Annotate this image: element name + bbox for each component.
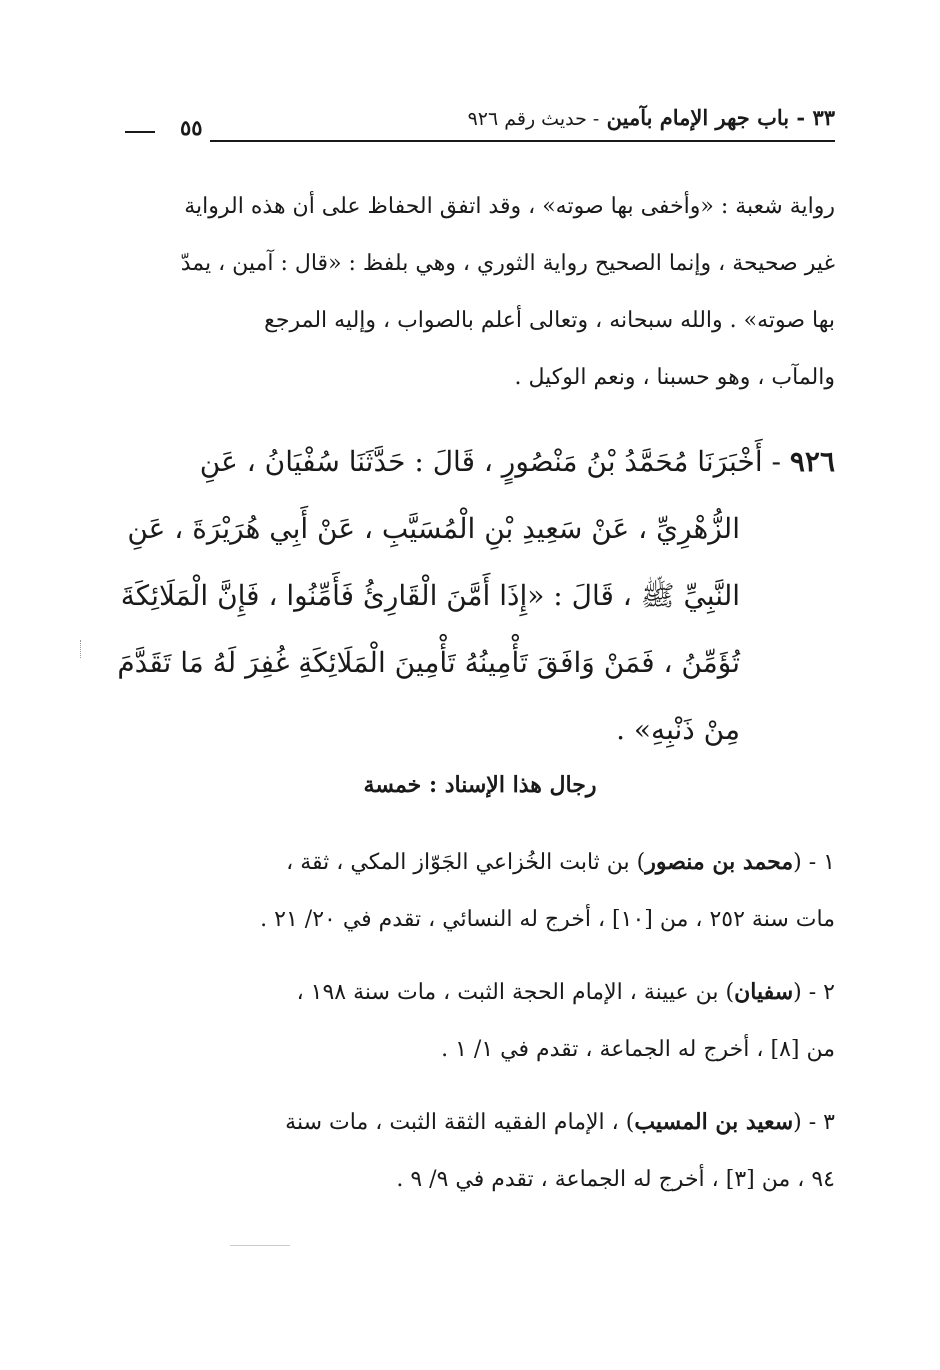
section-heading: رجال هذا الإسناد : خمسة [363,772,597,798]
hadith-line: مِنْ ذَنْبِهِ» . [616,713,740,746]
commentary-line: بها صوته» . والله سبحانه ، وتعالى أعلم بالصواب ، وإليه المرجع [264,308,835,333]
narrator-details: ) بن عيينة ، الإمام الحجة الثبت ، مات سنة ١٩٨ ، [296,980,735,1005]
hadith-text [117,428,835,763]
hadith-line [125,428,835,495]
header-rule [210,140,835,142]
narrator-name: محمد بن منصور [645,849,794,875]
commentary-line: والمآب ، وهو حسبنا ، ونعم الوكيل . [514,365,835,390]
hadith-line: الزُّهْرِيِّ ، عَنْ سَعِيدِ بْنِ الْمُسَيَّبِ ، عَنْ أَبِي هُرَيْرَةَ ، عَنِ [127,512,740,545]
commentary-line: رواية شعبة : «وأخفى بها صوته» ، وقد اتفق الحفاظ على أن هذه الرواية [184,194,835,219]
narrator-line: من [٨] ، أخرج له الجماعة ، تقدم في ١/ ١ . [441,1037,835,1062]
scan-artifact-line [230,1245,290,1246]
commentary-paragraph [125,178,835,406]
running-title [468,105,835,130]
narrator-entry [125,1094,835,1208]
hadith-line: النَّبِيِّ ﷺ ، قَالَ : «إِذَا أَمَّنَ الْقَارِئُ فَأَمِّنُوا ، فَإِنَّ الْمَلَائِكَةَ [120,579,740,612]
narrator-name: سعيد بن المسيب [634,1109,794,1135]
narrator-details: ) بن ثابت الخُزاعي الجَوّاز المكي ، ثقة ، [286,850,646,875]
hadith-line: تُؤَمِّنُ ، فَمَنْ وَافَقَ تَأْمِينُهُ تَأْمِينَ الْمَلَائِكَةِ غُفِرَ لَهُ مَا تَقَدَّمَ [117,646,740,679]
narrator-name: سفيان [734,979,794,1005]
narrator-line: مات سنة ٢٥٢ ، من [١٠] ، أخرج له النسائي ، تقدم في ٢٠/ ٢١ . [260,907,835,932]
narrator-entry [125,834,835,948]
page-number: ٥٥ [180,115,203,140]
page-header [125,95,835,145]
hadith-number: ٩٢٦ [789,445,835,478]
page-number-dash [125,131,155,133]
chapter-title: ٣٣ - باب جهر الإمام بآمين [606,105,835,130]
commentary-line: غير صحيحة ، وإنما الصحيح رواية الثوري ، وهي بلفظ : «قال : آمين ، يمدّ [180,251,835,276]
margin-mark [80,640,85,658]
narrator-line [125,1094,835,1151]
narrator-entry [125,964,835,1078]
narrator-prefix: ٣ - ( [793,1110,835,1135]
narrator-line [125,964,835,1021]
narrator-prefix: ١ - ( [793,850,835,875]
narrator-line: ٩٤ ، من [٣] ، أخرج له الجماعة ، تقدم في ٩/ ٩ . [396,1167,835,1192]
narrator-details: ) ، الإمام الفقيه الثقة الثبت ، مات سنة [285,1110,635,1135]
hadith-line-text: - أَخْبَرَنَا مُحَمَّدُ بْنُ مَنْصُورٍ ، قَالَ : حَدَّثَنَا سُفْيَانُ ، عَنِ [199,445,781,478]
narrator-prefix: ٢ - ( [793,980,835,1005]
narrator-line [125,834,835,891]
hadith-reference: - حديث رقم ٩٢٦ [467,108,600,130]
